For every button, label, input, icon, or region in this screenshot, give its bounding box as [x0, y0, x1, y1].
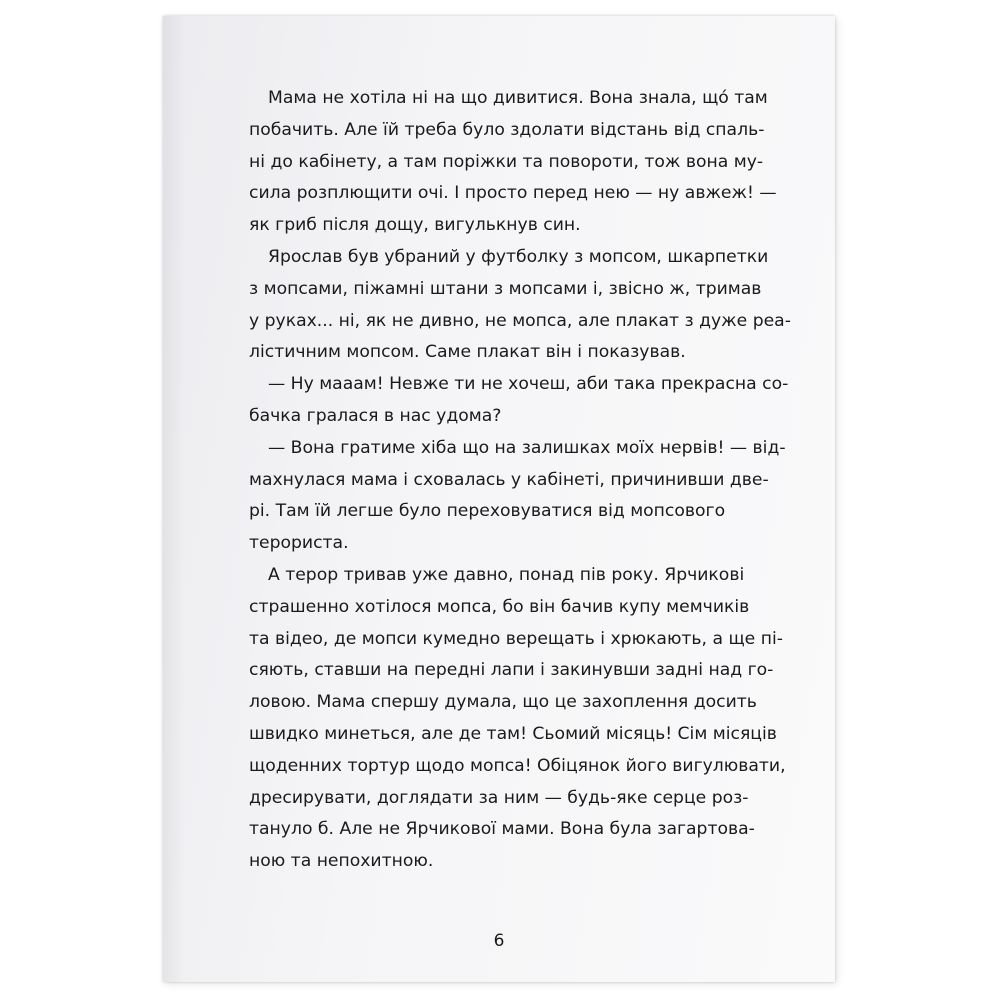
- text-line: А терор тривав уже давно, понад пів року. Ярчикові: [268, 564, 745, 585]
- text-line: ні до кабінету, а там поріжки та повороти, тож вона му-: [249, 151, 764, 172]
- text-line: рі. Там їй легше було переховуватися від мопсового: [249, 501, 726, 522]
- text-line: бачка гралася в нас удома?: [249, 405, 502, 426]
- text-line: терориста.: [249, 533, 349, 554]
- book-page: [163, 16, 835, 982]
- text-line: страшенно хотілося мопса, бо він бачив купу мемчиків: [249, 596, 750, 617]
- text-line: дресирувати, доглядати за ним — будь-яке серце роз-: [249, 787, 749, 808]
- text-line: щоденних тортур щодо мопса! Обіцянок його вигулювати,: [249, 755, 786, 776]
- text-line: швидко минеться, але де там! Сьомий місяць! Сім місяців: [249, 723, 777, 744]
- page-body-text: [249, 83, 833, 878]
- text-line: як гриб після дощу, вигулькнув син.: [249, 215, 581, 236]
- text-line: та відео, де мопси кумедно верещать і хрюкають, а ще пі-: [249, 628, 783, 649]
- text-line: лістичним мопсом. Саме плакат він і показував.: [249, 342, 686, 363]
- text-line: у руках... ні, як не дивно, не мопса, але плакат з дуже реа-: [249, 310, 791, 331]
- text-line: сила розплющити очі. І просто перед нею — ну авжеж! —: [249, 183, 777, 204]
- text-line: побачить. Але їй треба було здолати відстань від спаль-: [249, 119, 765, 140]
- text-line: ною та непохитною.: [249, 851, 434, 872]
- text-line: Мама не хотіла ні на що дивитися. Вона знала, що́ там: [268, 88, 768, 108]
- text-line: — Ну мааам! Невже ти не хочеш, аби така прекрасна со-: [268, 374, 789, 395]
- text-line: Ярослав був убраний у футболку з мопсом, шкарпетки: [268, 246, 769, 267]
- page-number: 6: [493, 931, 505, 951]
- text-line: сяють, ставши на передні лапи і закинувши задні над го-: [249, 660, 774, 681]
- text-line: ловою. Мама спершу думала, що це захоплення досить: [249, 692, 757, 713]
- text-line: тануло б. Але не Ярчикової мами. Вона була загартова-: [249, 819, 755, 840]
- text-line: махнулася мама і сховалась у кабінеті, причинивши две-: [249, 469, 769, 490]
- text-line: з мопсами, піжамні штани з мопсами і, звісно ж, тримав: [249, 278, 762, 299]
- text-line: — Вона гратиме хіба що на залишках моїх нервів! — від-: [268, 437, 786, 458]
